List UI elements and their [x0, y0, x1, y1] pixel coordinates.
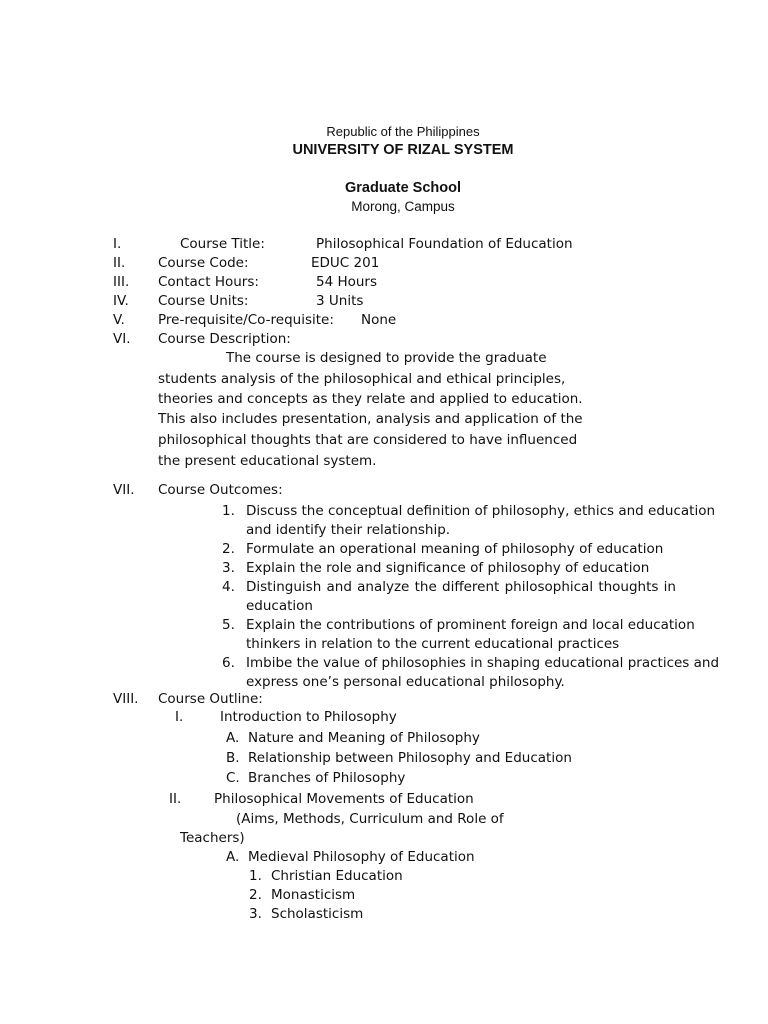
course-title-value: Philosophical Foundation of Education	[316, 236, 573, 252]
list-number: 5.	[222, 617, 235, 633]
list-number: 1.	[222, 503, 235, 519]
roman-numeral: VI.	[113, 331, 131, 347]
outcome-line: Distinguish and analyze the different philosophical thoughts in	[246, 579, 676, 595]
outline-subitem-number: 1.	[249, 868, 262, 884]
course-units-value: 3 Units	[316, 293, 364, 309]
university-name: UNIVERSITY OF RIZAL SYSTEM	[292, 142, 514, 158]
outcome-line: and identify their relationship.	[246, 522, 451, 538]
outline-part-title: Philosophical Movements of Education	[214, 791, 474, 807]
contact-hours-label: Contact Hours:	[158, 274, 259, 290]
outline-part-number: II.	[169, 791, 182, 807]
outcome-line: Imbibe the value of philosophies in shaping educational practices and	[246, 655, 720, 671]
prerequisite-label: Pre-requisite/Co-requisite:	[158, 312, 334, 328]
description-line: theories and concepts as they relate and applied to education.	[158, 391, 583, 407]
description-line: This also includes presentation, analysis and application of the	[158, 411, 583, 427]
description-line: the present educational system.	[158, 453, 377, 469]
school-name: Graduate School	[344, 180, 462, 196]
outline-item-letter: C.	[226, 770, 240, 786]
republic-line: Republic of the Philippines	[326, 124, 480, 139]
roman-numeral: II.	[113, 255, 126, 271]
outline-part-title: Introduction to Philosophy	[220, 709, 397, 725]
roman-numeral: V.	[113, 312, 125, 328]
list-number: 6.	[222, 655, 235, 671]
course-code-value: EDUC 201	[311, 255, 380, 271]
roman-numeral: IV.	[113, 293, 129, 309]
outline-item: Nature and Meaning of Philosophy	[248, 730, 480, 746]
course-title-label: Course Title:	[180, 236, 265, 252]
outline-subitem: Christian Education	[271, 868, 403, 884]
roman-numeral: I.	[113, 236, 122, 252]
description-line: The course is designed to provide the graduate	[226, 350, 547, 366]
outline-note: (Aims, Methods, Curriculum and Role of	[236, 811, 504, 827]
outline-item-letter: A.	[226, 730, 240, 746]
outline-item-letter: A.	[226, 849, 240, 865]
roman-numeral: VIII.	[113, 691, 139, 707]
outline-item-letter: B.	[226, 750, 240, 766]
roman-numeral: III.	[113, 274, 130, 290]
list-number: 3.	[222, 560, 235, 576]
outline-note: Teachers)	[180, 830, 245, 846]
course-code-label: Course Code:	[158, 255, 249, 271]
campus-name: Morong, Campus	[351, 199, 455, 214]
outline-item: Branches of Philosophy	[248, 770, 406, 786]
outline-item: Medieval Philosophy of Education	[248, 849, 475, 865]
list-number: 4.	[222, 579, 235, 595]
outcome-line: education	[246, 598, 313, 614]
outline-item: Relationship between Philosophy and Education	[248, 750, 572, 766]
contact-hours-value: 54 Hours	[316, 274, 378, 290]
course-outcomes-heading: Course Outcomes:	[158, 482, 283, 498]
outcome-line: Explain the contributions of prominent foreign and local education	[246, 617, 695, 633]
outline-subitem: Monasticism	[271, 887, 356, 903]
course-outline-heading: Course Outline:	[158, 691, 263, 707]
prerequisite-value: None	[361, 312, 397, 328]
outline-subitem: Scholasticism	[271, 906, 364, 922]
course-units-label: Course Units:	[158, 293, 249, 309]
outline-subitem-number: 2.	[249, 887, 262, 903]
outline-subitem-number: 3.	[249, 906, 262, 922]
outcome-line: Formulate an operational meaning of philosophy of education	[246, 541, 664, 557]
outcome-line: thinkers in relation to the current educational practices	[246, 636, 620, 652]
course-description-label: Course Description:	[158, 331, 291, 347]
description-line: students analysis of the philosophical and ethical principles,	[158, 371, 566, 387]
outcome-line: Explain the role and significance of philosophy of education	[246, 560, 650, 576]
description-line: philosophical thoughts that are considered to have influenced	[158, 432, 578, 448]
outcome-line: Discuss the conceptual definition of philosophy, ethics and education	[246, 503, 716, 519]
roman-numeral: VII.	[113, 482, 135, 498]
list-number: 2.	[222, 541, 235, 557]
outcome-line: express one’s personal educational philosophy.	[246, 674, 565, 690]
outline-part-number: I.	[175, 709, 184, 725]
